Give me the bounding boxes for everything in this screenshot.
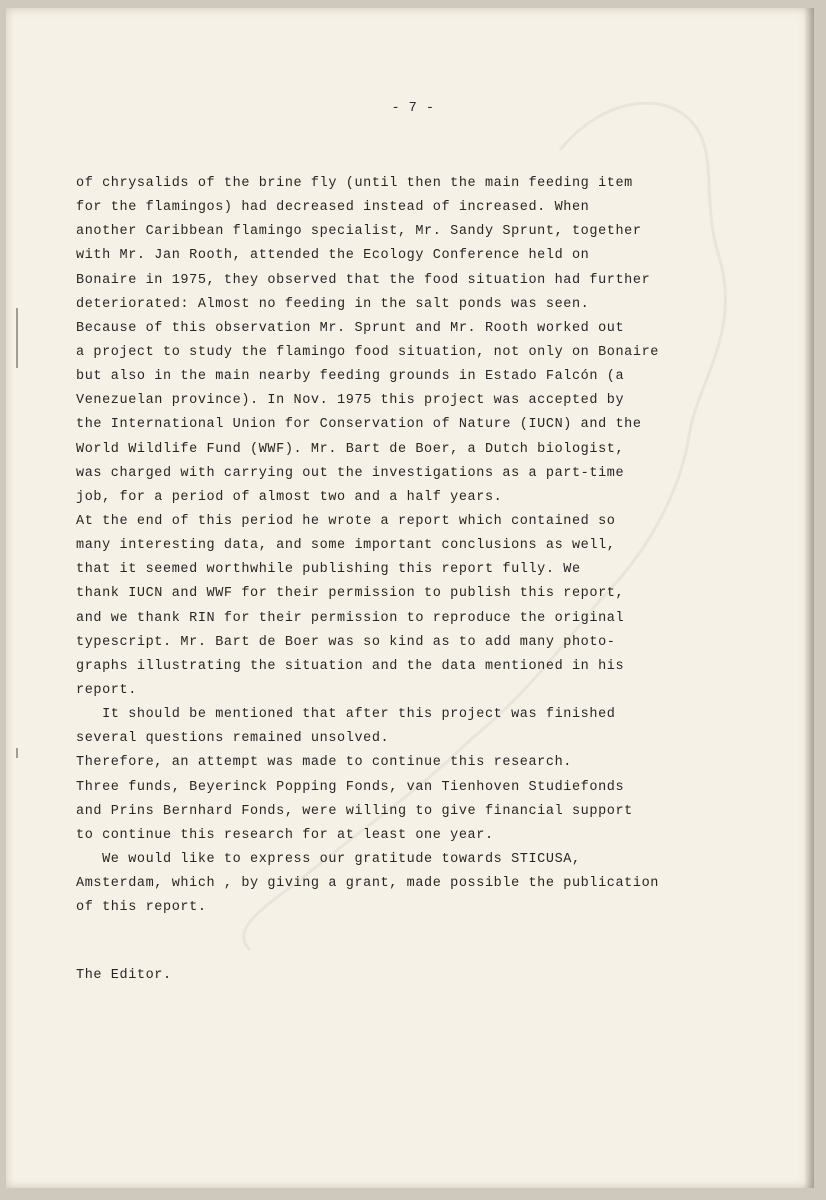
text-line: of this report. bbox=[76, 900, 207, 916]
text-line: to continue this research for at least one year. bbox=[76, 827, 494, 843]
text-line: Therefore, an attempt was made to continue this research. bbox=[76, 755, 572, 771]
text-line: and we thank RIN for their permission to reproduce the original bbox=[76, 610, 625, 626]
text-line: Venezuelan province). In Nov. 1975 this project was accepted by bbox=[76, 393, 625, 409]
text-line: deteriorated: Almost no feeding in the salt ponds was seen. bbox=[76, 296, 590, 312]
text-line: We would like to express our gratitude towards STICUSA, bbox=[76, 851, 581, 867]
text-line: report. bbox=[76, 682, 137, 698]
text-line: that it seemed worthwhile publishing this report fully. We bbox=[76, 562, 581, 578]
text-line: World Wildlife Fund (WWF). Mr. Bart de Boer, a Dutch biologist, bbox=[76, 441, 625, 457]
text-line: several questions remained unsolved. bbox=[76, 731, 390, 747]
text-line: was charged with carrying out the investigations as a part-time bbox=[76, 465, 625, 481]
text-line: but also in the main nearby feeding grounds in Estado Falcón (a bbox=[76, 369, 625, 385]
text-line: another Caribbean flamingo specialist, Mr. Sandy Sprunt, together bbox=[76, 224, 642, 240]
text-line: the International Union for Conservation of Nature (IUCN) and the bbox=[76, 417, 642, 433]
text-line: for the flamingos) had decreased instead of increased. When bbox=[76, 200, 590, 216]
body-text bbox=[76, 172, 736, 920]
text-line: Bonaire in 1975, they observed that the food situation had further bbox=[76, 272, 651, 288]
text-line: It should be mentioned that after this project was finished bbox=[76, 707, 616, 723]
text-line: with Mr. Jan Rooth, attended the Ecology Conference held on bbox=[76, 248, 590, 264]
text-line: thank IUCN and WWF for their permission to publish this report, bbox=[76, 586, 625, 602]
text-line: Because of this observation Mr. Sprunt and Mr. Rooth worked out bbox=[76, 320, 625, 336]
text-line: job, for a period of almost two and a half years. bbox=[76, 489, 503, 505]
text-line: graphs illustrating the situation and the data mentioned in his bbox=[76, 658, 625, 674]
text-line: At the end of this period he wrote a report which contained so bbox=[76, 513, 616, 529]
text-line: of chrysalids of the brine fly (until then the main feeding item bbox=[76, 176, 633, 191]
editor-signature: The Editor. bbox=[76, 968, 172, 983]
text-line: typescript. Mr. Bart de Boer was so kind as to add many photo- bbox=[76, 634, 616, 650]
text-line: Amsterdam, which , by giving a grant, made possible the publication bbox=[76, 876, 659, 892]
text-line: and Prins Bernhard Fonds, were willing to give financial support bbox=[76, 803, 633, 819]
page-number: - 7 - bbox=[391, 101, 435, 116]
text-line: a project to study the flamingo food situation, not only on Bonaire bbox=[76, 344, 659, 360]
text-line: many interesting data, and some important conclusions as well, bbox=[76, 538, 616, 554]
text-line: Three funds, Beyerinck Popping Fonds, van Tienhoven Studiefonds bbox=[76, 779, 625, 795]
